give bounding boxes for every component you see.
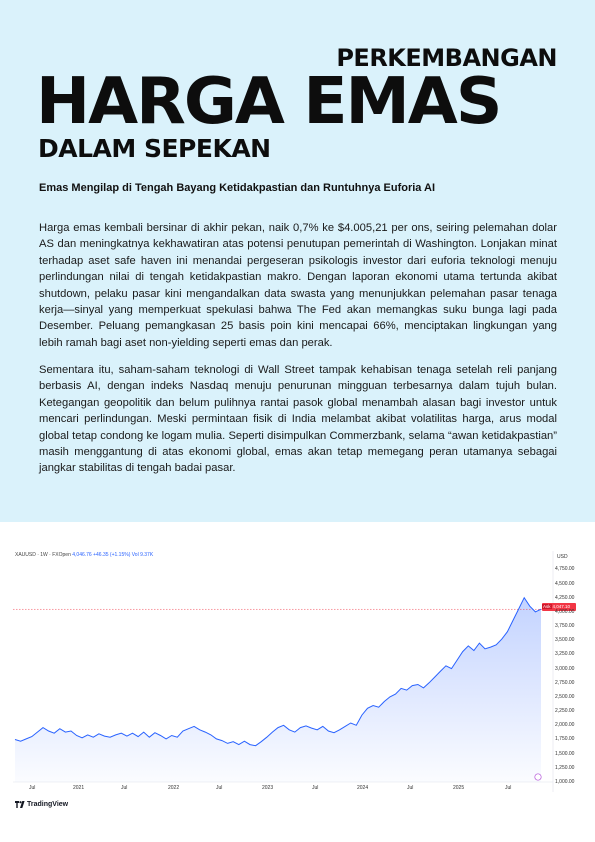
ticker-symbol: XAUUSD · 1W · FXOpen xyxy=(15,552,71,558)
y-tick-label: 1,250.00 xyxy=(555,764,575,771)
x-tick-label: Jul xyxy=(407,785,414,791)
y-tick-label: 2,500.00 xyxy=(555,693,575,700)
price-area-fill xyxy=(15,598,541,782)
x-tick-label: Jul xyxy=(121,785,128,791)
title-line-2: HARGA EMAS xyxy=(36,65,501,139)
x-tick-label: 2024 xyxy=(357,785,369,791)
y-tick-label: 3,750.00 xyxy=(555,623,575,630)
y-tick-label: 1,500.00 xyxy=(555,750,575,757)
y-tick-label: 2,750.00 xyxy=(555,679,575,686)
y-tick-label: 4,250.00 xyxy=(555,594,575,601)
ticker-change: +46.35 (+1.15%) xyxy=(93,552,131,558)
y-tick-label: 1,750.00 xyxy=(555,736,575,743)
y-tick-label: 3,000.00 xyxy=(555,665,575,672)
article-paragraph-2: Sementara itu, saham-saham teknologi di Wall Street tampak kehabisan tenaga setelah reli panjang berbasis AI, dengan indeks Nasdaq menuju penurunan mingguan terbesarnya dalam tujuh bulan. Ketegangan geopolitik dan belum pulihnya rantai pasok global menambah alasan bagi investor untuk mencari perlindungan. Meski permintaan fisik di India melambat akibat volatilitas harga, arus modal global tetap condong ke logam mulia. Seperti disimpulkan Commerzbank, selama “awan ketidakpastian” masih menggantung di atas ekonomi global, emas akan tetap memegang peran utamanya sebagai jangkar stabilitas di tengah badai pasar. xyxy=(39,364,557,475)
y-tick-label: 2,250.00 xyxy=(555,708,575,715)
x-tick-label: 2021 xyxy=(73,785,85,791)
x-tick-label: Jul xyxy=(216,785,223,791)
tradingview-text: TradingView xyxy=(27,801,69,808)
tradingview-icon xyxy=(15,801,25,808)
y-axis-unit: USD xyxy=(557,554,568,560)
y-tick-label: 4,000.00 xyxy=(555,608,575,615)
title-line-3: DALAM SEPEKAN xyxy=(38,134,271,163)
x-tick-label: Jul xyxy=(505,785,512,791)
x-tick-label: 2025 xyxy=(453,785,465,791)
y-tick-label: 1,000.00 xyxy=(555,779,575,785)
x-tick-label: 2022 xyxy=(168,785,180,791)
ticker-price: 4,046.76 xyxy=(72,552,92,558)
ask-label: Ask xyxy=(543,604,551,609)
y-tick-label: 4,500.00 xyxy=(555,580,575,587)
x-tick-label: Jul xyxy=(312,785,319,791)
article-subheading: Emas Mengilap di Tengah Bayang Ketidakpastian dan Runtuhnya Euforia AI xyxy=(39,182,436,194)
y-tick-label: 2,000.00 xyxy=(555,722,575,729)
ask-value: 4,047.10 xyxy=(552,604,571,609)
tradingview-logo[interactable] xyxy=(15,801,68,808)
title-line-1: PERKEMBANGAN xyxy=(336,44,557,72)
y-tick-label: 3,250.00 xyxy=(555,651,575,658)
y-tick-label: 4,750.00 xyxy=(555,566,575,573)
ticker-volume: Vol 9.37K xyxy=(131,552,154,558)
gold-price-chart[interactable] xyxy=(13,551,579,793)
x-tick-label: 2023 xyxy=(262,785,274,791)
y-tick-label: 3,500.00 xyxy=(555,637,575,644)
x-tick-label: Jul xyxy=(29,785,36,791)
scroll-to-now-icon[interactable] xyxy=(535,774,541,780)
article-paragraph-1: Harga emas kembali bersinar di akhir pekan, naik 0,7% ke $4.005,21 per ons, seiring pelemahan dolar AS dan meningkatnya kekhawatiran atas potensi penutupan pemerintah di Washington. Lonjakan minat terhadap aset safe haven ini menandai pergeseran psikologis investor dari euforia teknologi menuju perlindungan nilai di tengah ketidakpastian makro. Dengan laporan ekonomi utama tertunda akibat shutdown, pelaku pasar kini mengandalkan data swasta yang menunjukkan pelemahan pasar tenaga kerja—sinyal yang memperkuat spekulasi bahwa The Fed akan memangkas suku bunga lagi pada Desember. Peluang pemangkasan 25 basis poin kini mencapai 66%, menciptakan lingkungan yang lebih ramah bagi aset non-yielding seperti emas dan perak. xyxy=(39,222,557,349)
